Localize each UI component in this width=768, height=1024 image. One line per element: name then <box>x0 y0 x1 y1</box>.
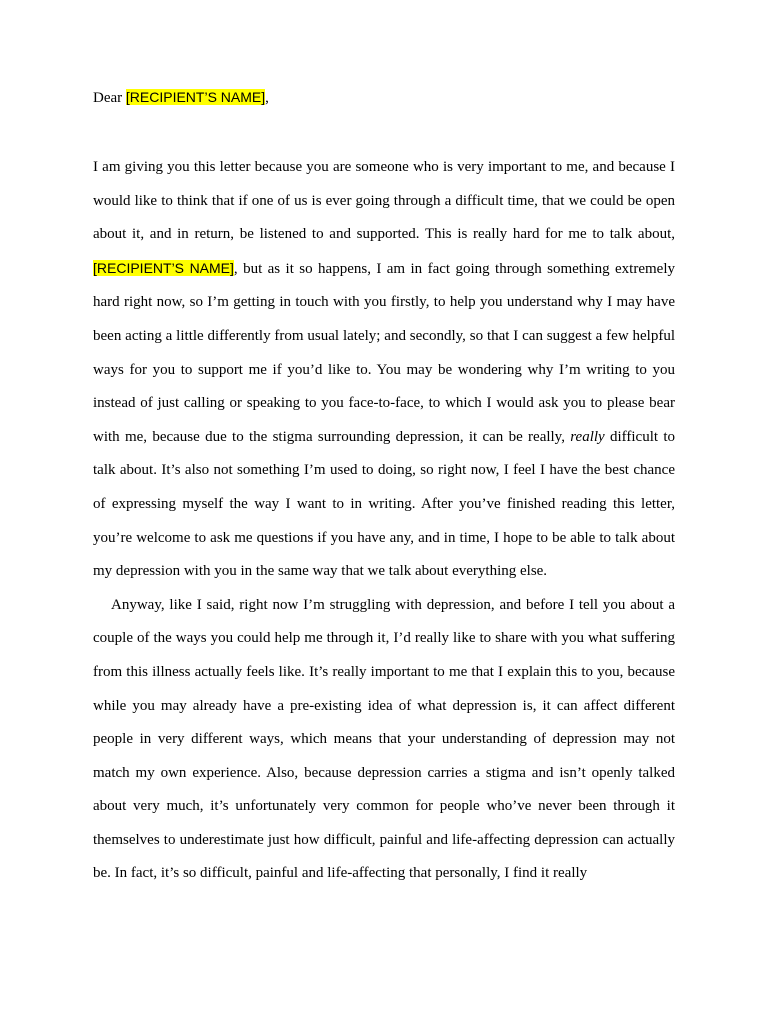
paragraph-1-part-2: , but as it so happens, I am in fact going through something extremely hard right now, so I’m getting in touch with you firstly, to help you understand why I may have been acting a little differently from usual lately; and secondly, so that I can suggest a few helpful ways for you to support me if you’d like to. You may be wondering why I’m writing to you instead of just calling or speaking to you face-to-face, to which I would ask you to please bear with me, because due to the stigma surrounding depression, it can be really, <box>93 260 675 445</box>
paragraph-1-part-3: difficult to talk about. It’s also not something I’m used to doing, so right now, I feel I have the best chance of expressing myself the way I want to in writing. After you’ve finished reading this letter, you’re welcome to ask me questions if you have any, and in time, I hope to be able to talk about my depression with you in the same way that we talk about everything else. <box>93 428 675 580</box>
recipient-name-placeholder: [RECIPIENT’S NAME] <box>125 89 266 105</box>
salutation-suffix: , <box>265 90 269 106</box>
salutation-prefix: Dear <box>93 90 126 106</box>
emphasis-really: really <box>570 428 605 445</box>
letter-paragraph-2: Anyway, like I said, right now I’m struggling with depression, and before I tell you about a couple of the ways you could help me through it, I’d really like to share with you what suffering from this illness actually feels like. It’s really important to me that I explain this to you, because while you may already have a pre-existing idea of what depression is, it can affect different people in very different ways, which means that your understanding of depression may not match my own experience. Also, because depression carries a stigma and isn’t openly talked about very much, it’s unfortunately very common for people who’ve never been through it themselves to underestimate just how difficult, painful and life-affecting depression can actually be. In fact, it’s so difficult, painful and life-affecting that personally, I find it really <box>93 596 675 882</box>
recipient-name-placeholder-inline: [RECIPIENT’S NAME] <box>93 259 234 276</box>
paragraph-1-part-1: I am giving you this letter because you are someone who is very important to me, and because I would like to think that if one of us is ever going through a difficult time, that we could be open about it, and in return, be listened to and supported. This is really hard for me to talk about, <box>93 159 675 243</box>
letter-paragraph-1 <box>93 151 675 589</box>
salutation <box>93 86 675 109</box>
